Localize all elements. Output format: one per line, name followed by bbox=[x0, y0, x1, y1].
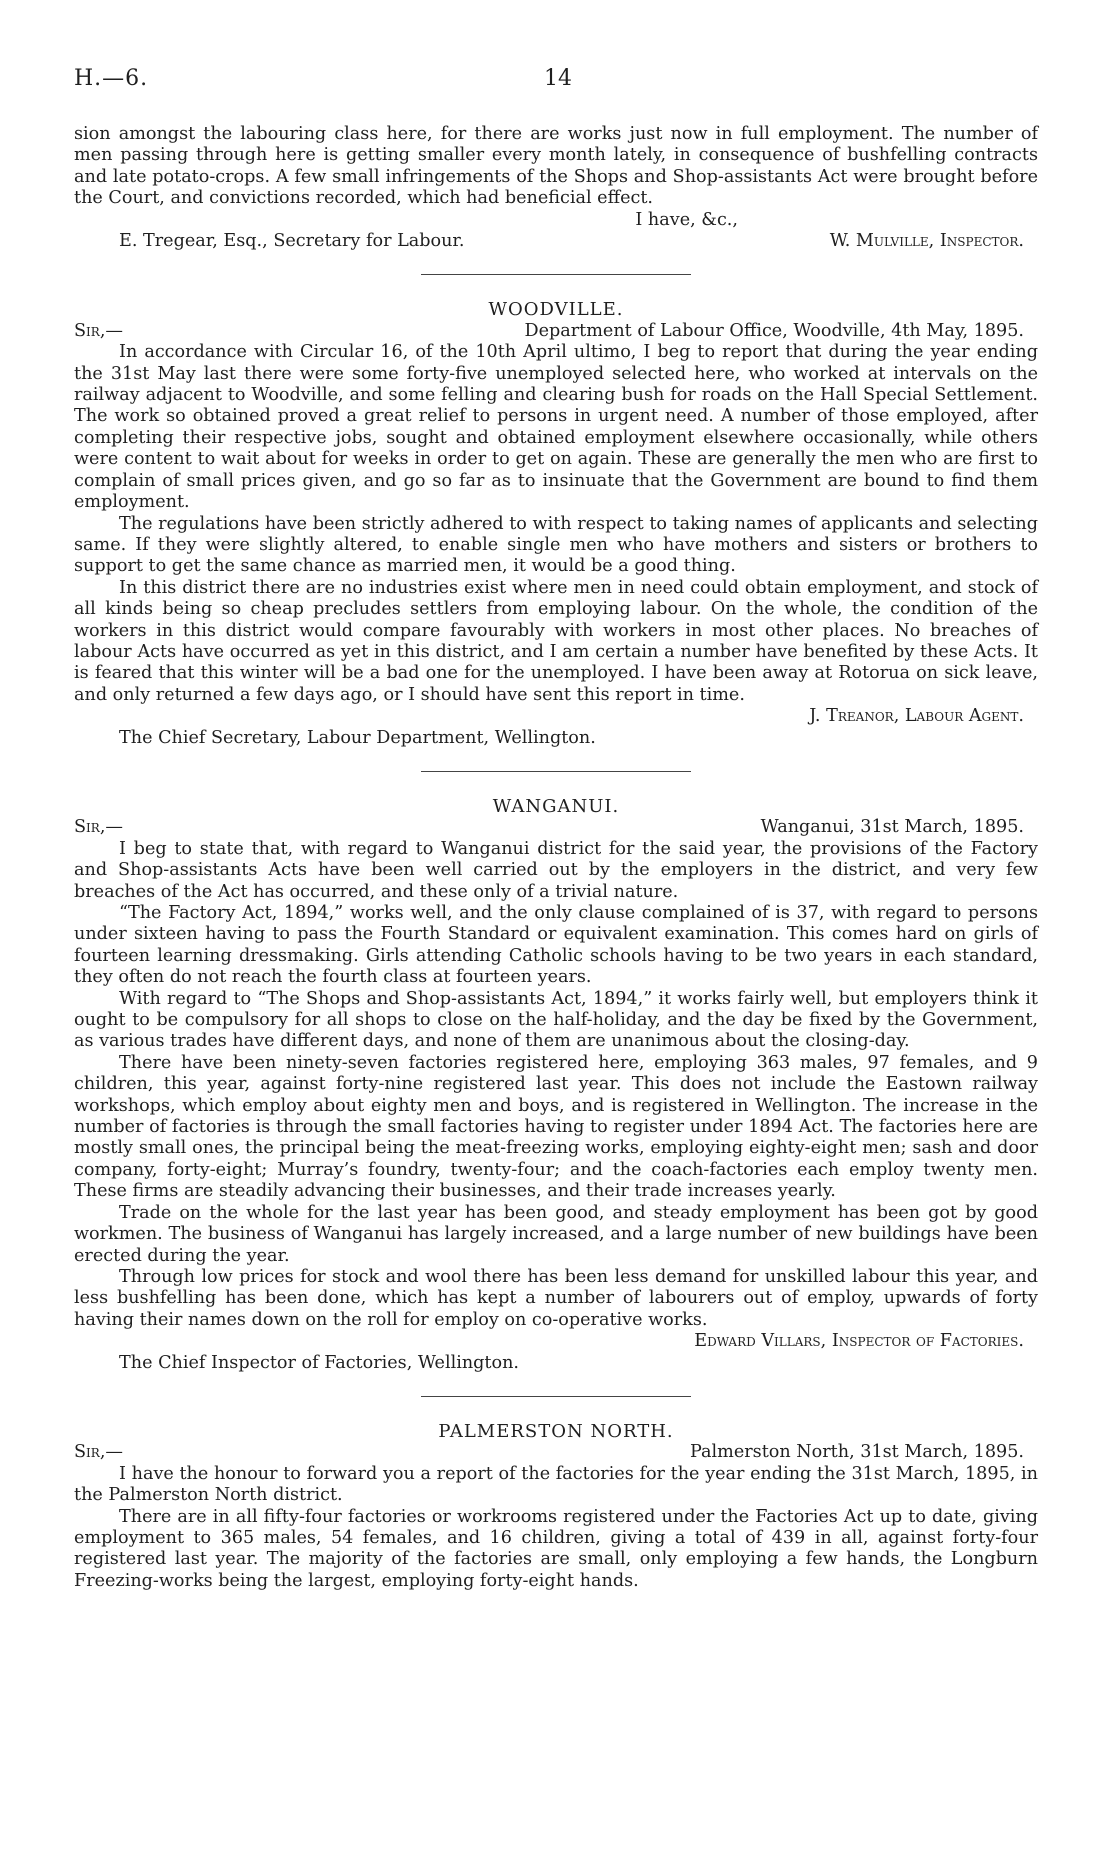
paragraph: There are in all fifty-four factories or workrooms registered under the Factories Act up to date, giving employment to 365 males, 54 females, and 16 children, giving a total of 439 in all, against forty-four registered last year. The majority of the factories are small, only employing a few hands, the Longburn Freezing-works being the largest, employing forty-eight hands. bbox=[74, 1506, 1038, 1591]
salutation: Sir,— bbox=[74, 817, 124, 838]
section-heading: WANGANUI. bbox=[492, 795, 620, 817]
paragraph: I have the honour to forward you a report of the factories for the year ending the 31st March, 1895, in the Palmerston North district. bbox=[74, 1463, 1038, 1506]
signatory: W. Mulville, Inspector. bbox=[829, 231, 1024, 252]
signatory: Edward Villars, Inspector of Factories. bbox=[694, 1331, 1024, 1352]
paragraph: In this district there are no industries exist where men in need could obtain employment, and stock of all kinds being so cheap precludes settlers from employing labour. On the whole, the condition of the workers in this district would compare favourably with workers in most other places. No breaches of labour Acts have occurred as yet in this district, and I am certain a number have benefited by these Acts. It is feared that this winter will be a bad one for the unemployed. I have been away at Rotorua on sick leave, and only returned a few days ago, or I should have sent this report in time. bbox=[74, 577, 1038, 705]
paragraph: In accordance with Circular 16, of the 10th April ultimo, I beg to report that during the year ending the 31st May last there were some forty-five unemployed selected here, who worked at intervals on the railway adjacent to Woodville, and some felling and clearing bush for roads on the Hall Special Settlement. The work so obtained proved a great relief to persons in urgent need. A number of those employed, after completing their respective jobs, sought and obtained employment elsewhere occasionally, while others were content to wait about for weeks in order to get on again. These are generally the men who are first to complain of small prices given, and go so far as to insinuate that the Government are bound to find them employment. bbox=[74, 342, 1038, 513]
signatory: J. Treanor, Labour Agent. bbox=[809, 706, 1024, 727]
paragraph: I beg to state that, with regard to Wanganui district for the said year, the provisions of the Factory and Shop-assistants Acts have been well carried out by the employers in the district, and very few breaches of the Act has occurred, and these only of a trivial nature. bbox=[74, 838, 1038, 902]
section-palmerston-north bbox=[74, 1421, 1038, 1592]
page-number: 14 bbox=[544, 66, 572, 91]
paragraph: Trade on the whole for the last year has been good, and steady employment has been got by good workmen. The business of Wanganui has largely increased, and a large number of new buildings have been erected during the year. bbox=[74, 1202, 1038, 1266]
paragraph: “The Factory Act, 1894,” works well, and the only clause complained of is 37, with regard to persons under sixteen having to pass the Fourth Standard or equivalent examination. This comes hard on girls of fourteen learning dressmaking. Girls attending Catholic schools having to be two years in each standard, they often do not reach the fourth class at fourteen years. bbox=[74, 903, 1038, 988]
addressee: The Chief Inspector of Factories, Wellington. bbox=[119, 1352, 520, 1373]
salutation: Sir,— bbox=[74, 320, 124, 341]
section-divider bbox=[421, 274, 691, 275]
salutation: Sir,— bbox=[74, 1442, 124, 1463]
dateline-row bbox=[74, 817, 1038, 838]
paragraph: There have been ninety-seven factories registered here, employing 363 males, 97 females, and 9 children, this year, against forty-nine registered last year. This does not include the Eastown railway workshops, which employ about eighty men and boys, and is registered in Wellington. The increase in the number of factories is through the small factories having to register under 1894 Act. The factories here are mostly small ones, the principal being the meat-freezing works, employing eighty-eight men; sash and door company, forty-eight; Murray’s foundry, twenty-four; and the coach-factories each employ twenty men. These firms are steadily advancing their businesses, and their trade increases yearly. bbox=[74, 1052, 1038, 1202]
dateline-row bbox=[74, 1442, 1038, 1463]
continuation-paragraph: sion amongst the labouring class here, for there are works just now in full employment. The number of men passing through here is getting smaller every month lately, in consequence of bushfelling contracts and late potato-crops. A few small infringements of the Shops and Shop-assistants Act were brought before the Court, and convictions recorded, which had beneficial effect. bbox=[74, 124, 1038, 209]
section-heading: PALMERSTON NORTH. bbox=[438, 1420, 674, 1442]
dateline: Department of Labour Office, Woodville, 4th May, 1895. bbox=[524, 320, 1024, 341]
addressee: E. Tregear, Esq., Secretary for Labour. bbox=[119, 231, 465, 252]
section-divider bbox=[421, 771, 691, 772]
section-heading: WOODVILLE. bbox=[488, 299, 624, 321]
page-header bbox=[74, 66, 1038, 100]
dateline: Palmerston North, 31st March, 1895. bbox=[690, 1442, 1024, 1463]
addressee: The Chief Secretary, Labour Department, Wellington. bbox=[119, 727, 596, 748]
section-wanganui bbox=[74, 796, 1038, 1374]
signature-line bbox=[74, 231, 1038, 252]
closing-line: I have, &c., bbox=[635, 209, 738, 230]
paragraph: With regard to “The Shops and Shop-assistants Act, 1894,” it works fairly well, but employers think it ought to be compulsory for all shops to close on the half-holiday, and the day be fixed by the Government, as various trades have different days, and none of them are unanimous about the closing-day. bbox=[74, 988, 1038, 1052]
dateline-row bbox=[74, 321, 1038, 342]
section-divider bbox=[421, 1396, 691, 1397]
document-body bbox=[74, 124, 1038, 1592]
dateline: Wanganui, 31st March, 1895. bbox=[760, 817, 1024, 838]
paragraph: The regulations have been strictly adhered to with respect to taking names of applicants and selecting same. If they were slightly altered, to enable single men who have mothers and sisters or brothers to support to get the same chance as married men, it would be a good thing. bbox=[74, 513, 1038, 577]
paragraph: Through low prices for stock and wool there has been less demand for unskilled labour this year, and less bushfelling has been done, which has kept a number of labourers out of employ, upwards of forty having their names down on the roll for employ on co-operative works. bbox=[74, 1266, 1038, 1330]
document-reference: H.—6. bbox=[74, 66, 149, 91]
section-woodville bbox=[74, 299, 1038, 749]
